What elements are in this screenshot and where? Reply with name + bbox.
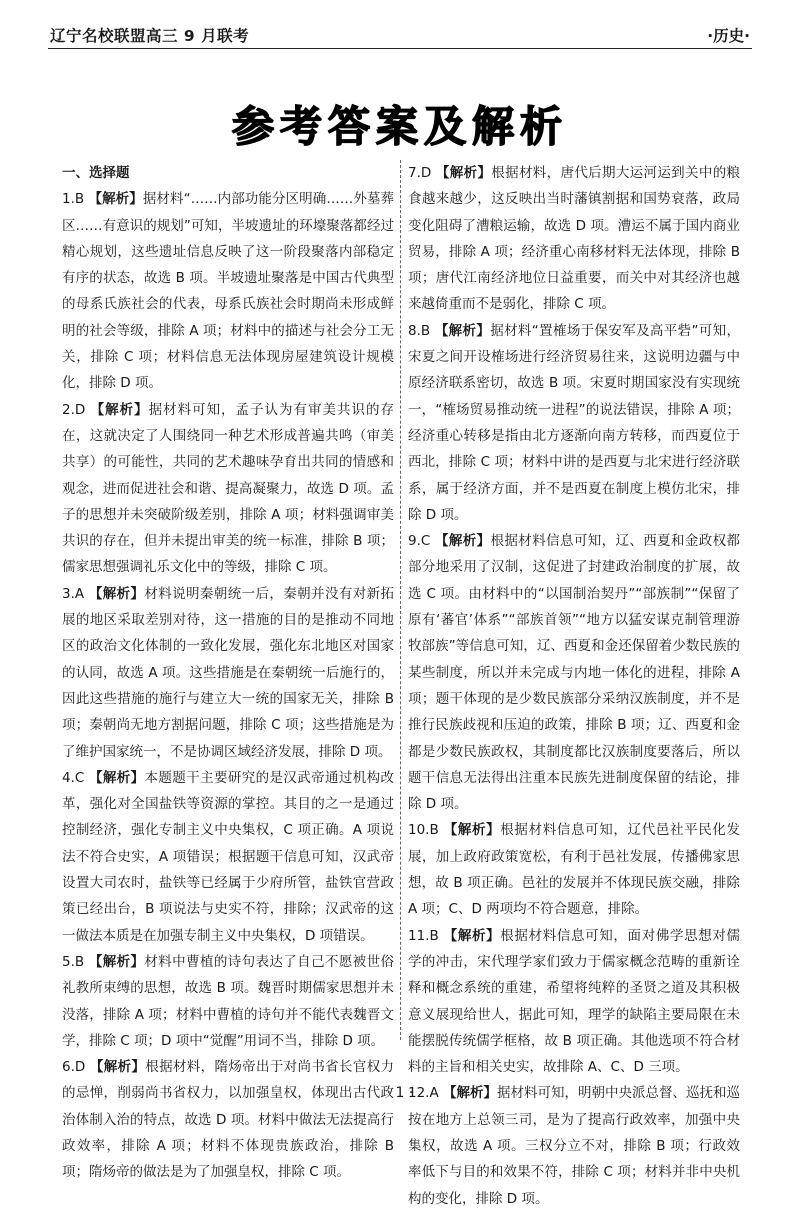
page-title: 参考答案及解析 (231, 102, 568, 151)
answer-item: 12.A 【 解析 】 据材料可知，明朝中央派总督、巡抚和巡按在地方上总领三司，是为了提高行政效率，加强中央集权，故选 A 项。三权分立不对，排除 B 项；行政效率低下与目的和效果不符，排除 C 项；材料并非中央机构的变化，排除 D 项。 (408, 1080, 740, 1211)
answer-item: 8.B 【 解析 】 据材料“置榷场于保安军及高平砦”可知，宋夏之间开设榷场进行经济贸易往来，这说明边疆与中原经济联系密切，故选 B 项。宋夏时期国家没有实现统一，“榷场贸易推动统一进程”的说法错误，排除 A 项；经济重心转移是指由北方逐渐向南方转移，而西夏位于西北，排除 C 项；材料中讲的是西夏与北宋进行经济联系，属于经济方面，并不是西夏在制度上模仿北宋，排除 D 项。 (408, 318, 740, 528)
answer-item: 9.C 【 解析 】 根据材料信息可知，辽、西夏和金政权都部分地采用了汉制，这促进了封建政治制度的扩展，故选 C 项。由材料中的“以国制治契丹”“部族制”“保留了原有‘蕃官’体系”“部族首领”“地方以猛安谋克制管理游牧部族”等信息可知，辽、西夏和金还保留着少数民族的某些制度，所以并未完成与内地一体化的进程，排除 A 项；题干体现的是少数民族部分采纳汉族制度，并不是推行民族歧视和压迫的政策，排除 B 项；辽、西夏和金都是少数民族政权，其制度都比汉族制度要落后，所以题干信息无法得出注重本民族先进制度保留的结论，排除 D 项。 (408, 528, 740, 817)
left-column (62, 160, 394, 1186)
answer-item: 4.C 【 解析 】 本题题干主要研究的是汉武帝通过机构改革，强化对全国盐铁等资源的掌控。其目的之一是通过控制经济，强化专制主义中央集权，C 项正确。A 项说法不符合史实，A 项错误；根据题干信息可知，汉武帝设置大司农时，盐铁等已经属于少府所管，盐铁官营政策已经出台，B 项说法与史实不符，排除；汉武帝的这一做法本质是在加强专制主义中央集权，D 项错误。 (62, 765, 394, 949)
answer-item: 10.B 【 解析 】 根据材料信息可知，辽代邑社平民化发展，加上政府政策宽松，有利于邑社发展，传播佛家思想，故 B 项正确。邑社的发展并不体现民族交融，排除 A 项；C、D 两项均不符合题意，排除。 (408, 817, 740, 922)
answer-item: 5.B 【 解析 】 材料中曹植的诗句表达了自己不愿被世俗礼教所束缚的思想，故选 B 项。魏晋时期儒家思想并未没落，排除 A 项；材料中曹植的诗句并不能代表魏晋文学，排除 C 项；D 项中“觉醒”用词不当，排除 D 项。 (62, 949, 394, 1054)
subject-label: ·历史· (707, 27, 750, 45)
answer-item: 11.B 【 解析 】 根据材料信息可知，面对佛学思想对儒学的冲击，宋代理学家们致力于儒家概念范畴的重新诠释和概念系统的重建，希望将纯粹的圣贤之道及其积极意义展现给世人，据此可知，理学的缺陷主要局限在未能摆脱传统儒学框格，故 B 项正确。其他选项不符合材料的主旨和相关史实，故排除 A、C、D 三项。 (408, 923, 740, 1081)
column-divider (400, 160, 401, 1040)
answer-item: 7.D 【 解析 】 根据材料，唐代后期大运河运到关中的粮食越来越少，这反映出当时藩镇割据和国势衰落，政局变化阻碍了漕粮运输，故选 D 项。漕运不属于国内商业贸易，排除 A 项；经济重心南移材料无法体现，排除 B 项；唐代江南经济地位日益重要，而关中对其经济也越来越倚重而不是弱化，排除 C 项。 (408, 160, 740, 318)
answer-item: 2.D 【 解析 】 据材料可知，孟子认为有审美共识的存在，这就决定了人围绕同一种艺术形成普遍共鸣（审美共享）的可能性，共同的艺术趣味孕育出共同的情感和观念，进而促进社会和谐、提高凝聚力，故选 D 项。孟子的思想并未突破阶级差别，排除 A 项；材料强调审美共识的存在，但并未提出审美的统一标准，排除 B 项；儒家思想强调礼乐文化中的等级，排除 C 项。 (62, 397, 394, 581)
right-column (408, 160, 740, 1212)
page-header (48, 14, 752, 49)
section-title: 一、选择题 (62, 165, 130, 181)
answer-item: 6.D 【 解析 】 根据材料，隋炀帝出于对尚书省长官权力的忌惮，削弱尚书省权力，以加强皇权，体现出古代政治体制入治的特点，故选 D 项。材料中做法无法提高行政效率，排除 A 项；材料不体现贵族政治，排除 B 项；隋炀帝的做法是为了加强皇权，排除 C 项。 (62, 1054, 394, 1185)
exam-name: 辽宁名校联盟高三 9 月联考 (50, 27, 250, 45)
answer-item: 1.B 【 解析 】 据材料“……内部功能分区明确……外墓葬区……有意识的规划”可知，半坡遗址的环壕聚落都经过精心规划，这些遗址信息反映了这一阶段聚落内部稳定有序的状态，故选 B 项。半坡遗址聚落是中国古代典型的母系氏族社会的代表，母系氏族社会时期尚未形成鲜明的社会等级，排除 A 项；材料中的描述与社会分工无关，排除 C 项；材料信息无法体现房屋建筑设计规模化，排除 D 项。 (62, 186, 394, 396)
page-number: · 1 · (386, 1085, 414, 1101)
answer-item: 3.A 【 解析 】 材料说明秦朝统一后，秦朝并没有对新拓展的地区采取差别对待，这一措施的目的是推动不同地区的政治文化体制的一致化发展，强化东北地区对国家的认同，故选 A 项。这些措施是在秦朝统一后施行的，因此这些措施的施行与建立大一统的国家无关，排除 B 项；秦朝尚无地方割据问题，排除 C 项；这些措施是为了维护国家统一，不是协调区域经济发展，排除 D 项。 (62, 581, 394, 765)
